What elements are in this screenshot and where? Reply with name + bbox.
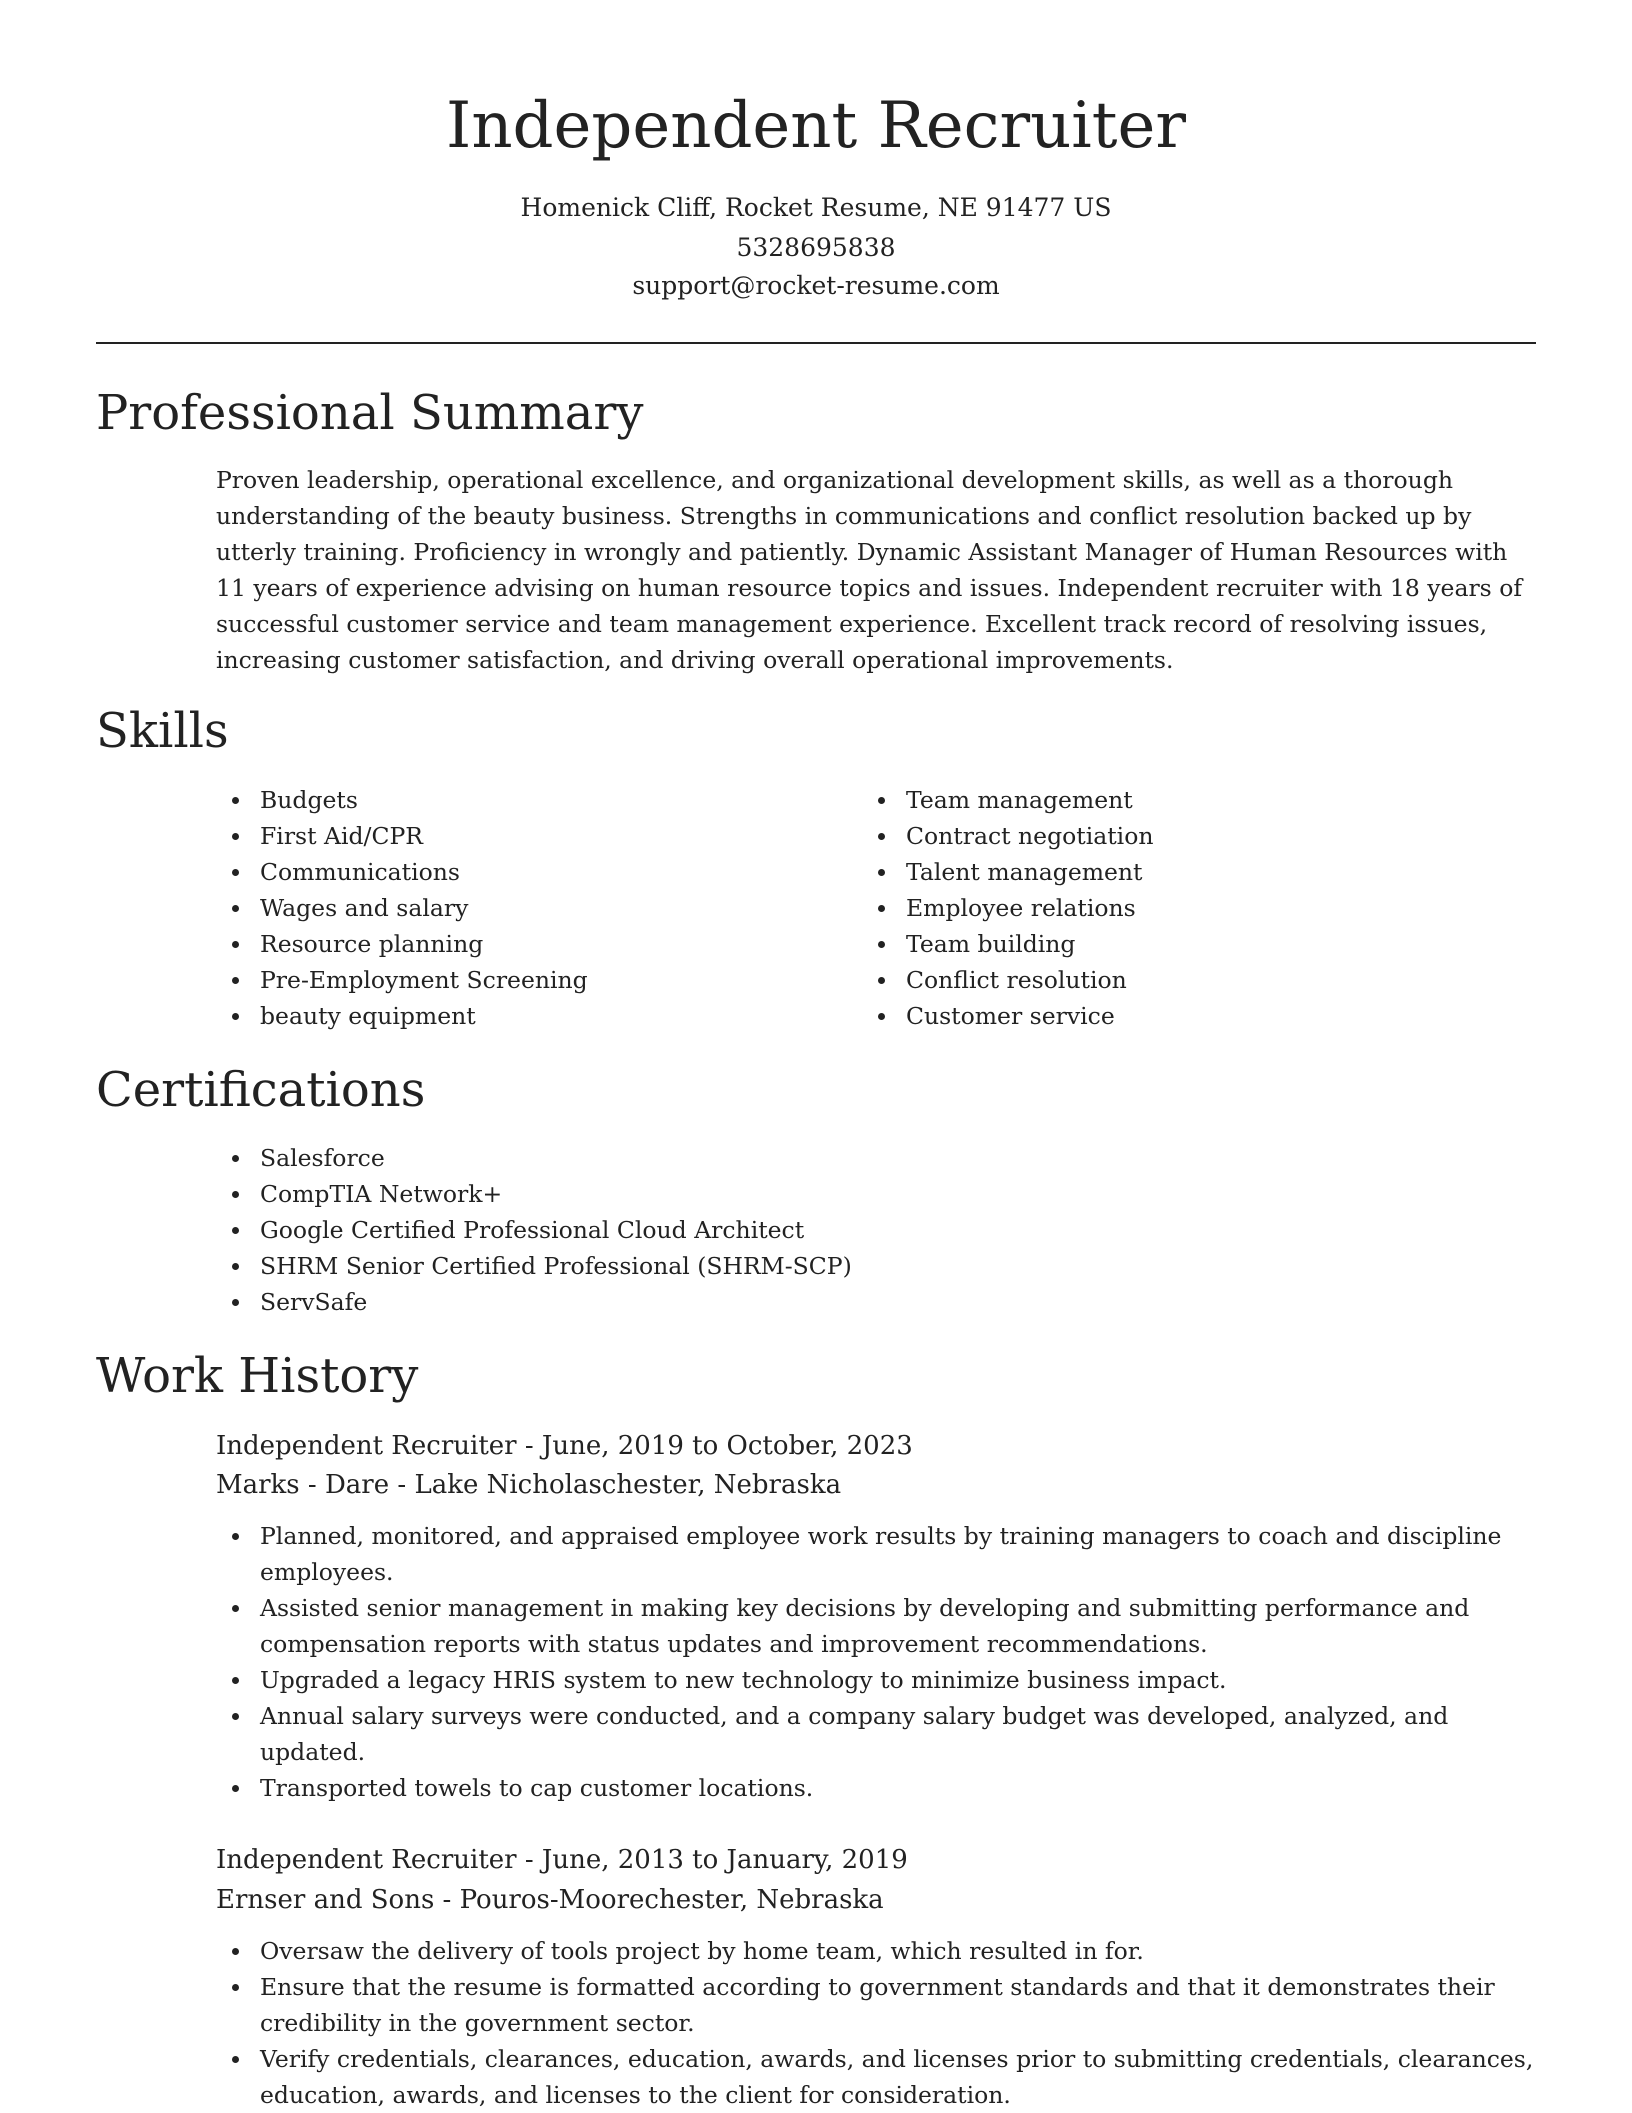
certification-item: CompTIA Network+ bbox=[216, 1176, 1536, 1212]
certifications-list bbox=[216, 1140, 1536, 1320]
certifications-heading: Certifications bbox=[96, 1062, 426, 1118]
job-company-line: Ernser and Sons - Pouros-Moorechester, Nebraska bbox=[216, 1885, 884, 1915]
skill-item: Wages and salary bbox=[216, 890, 856, 926]
job-bullet: Assisted senior management in making key decisions by developing and submitting performance and compensation reports with status updates and improvement recommendations. bbox=[216, 1590, 1536, 1662]
header-divider bbox=[96, 342, 1536, 344]
skill-item: Team management bbox=[862, 782, 1502, 818]
contact-phone: 5328695838 bbox=[736, 233, 896, 262]
skill-item: Conflict resolution bbox=[862, 962, 1502, 998]
contact-address: Homenick Cliff, Rocket Resume, NE 91477 US bbox=[520, 193, 1112, 222]
job-company-line: Marks - Dare - Lake Nicholaschester, Nebraska bbox=[216, 1470, 842, 1500]
resume-name: Independent Recruiter bbox=[446, 89, 1186, 163]
job-title-line: Independent Recruiter - June, 2013 to January, 2019 bbox=[216, 1845, 908, 1875]
skill-item: Resource planning bbox=[216, 926, 856, 962]
skills-list-right bbox=[862, 782, 1502, 1034]
skill-item: Talent management bbox=[862, 854, 1502, 890]
skill-item: Team building bbox=[862, 926, 1502, 962]
work-history-heading: Work History bbox=[96, 1348, 419, 1404]
job-bullet: Upgraded a legacy HRIS system to new technology to minimize business impact. bbox=[216, 1662, 1536, 1698]
job-bullet: Transported towels to cap customer locations. bbox=[216, 1770, 1536, 1806]
skill-item: Communications bbox=[216, 854, 856, 890]
skill-item: First Aid/CPR bbox=[216, 818, 856, 854]
job-bullet: Planned, monitored, and appraised employee work results by training managers to coach and discipline employees. bbox=[216, 1518, 1536, 1590]
job-bullet: Verify credentials, clearances, education, awards, and licenses prior to submitting credentials, clearances, education, awards, and licenses to the client for consideration. bbox=[216, 2041, 1536, 2113]
skill-item: Customer service bbox=[862, 998, 1502, 1034]
skill-item: beauty equipment bbox=[216, 998, 856, 1034]
summary-heading: Professional Summary bbox=[96, 385, 644, 441]
job-bullet: Ensure that the resume is formatted according to government standards and that it demonstrates their credibility in the government sector. bbox=[216, 1969, 1536, 2041]
skill-item: Budgets bbox=[216, 782, 856, 818]
skills-list-left bbox=[216, 782, 856, 1034]
job-title-line: Independent Recruiter - June, 2019 to October, 2023 bbox=[216, 1431, 913, 1461]
job-bullet: Annual salary surveys were conducted, and a company salary budget was developed, analyzed, and updated. bbox=[216, 1698, 1536, 1770]
skills-heading: Skills bbox=[96, 703, 229, 759]
job-bullets bbox=[216, 1933, 1536, 2113]
summary-text: Proven leadership, operational excellence, and organizational development skills, as well as a thorough understanding of the beauty business. Strengths in communications and conflict resolution backed up by utterly training. Proficiency in wrongly and patiently. Dynamic Assistant Manager of Human Resources with 11 years of experience advising on human resource topics and issues. Independent recruiter with 18 years of successful customer service and team management experience. Excellent track record of resolving issues, increasing customer satisfaction, and driving overall operational improvements. bbox=[216, 466, 1523, 674]
job-bullets bbox=[216, 1518, 1536, 1806]
skill-item: Employee relations bbox=[862, 890, 1502, 926]
certification-item: Salesforce bbox=[216, 1140, 1536, 1176]
certification-item: SHRM Senior Certified Professional (SHRM-SCP) bbox=[216, 1248, 1536, 1284]
skill-item: Contract negotiation bbox=[862, 818, 1502, 854]
skill-item: Pre-Employment Screening bbox=[216, 962, 856, 998]
certification-item: Google Certified Professional Cloud Architect bbox=[216, 1212, 1536, 1248]
job-bullet: Oversaw the delivery of tools project by home team, which resulted in for. bbox=[216, 1933, 1536, 1969]
contact-email: support@rocket-resume.com bbox=[632, 271, 1000, 300]
certification-item: ServSafe bbox=[216, 1284, 1536, 1320]
